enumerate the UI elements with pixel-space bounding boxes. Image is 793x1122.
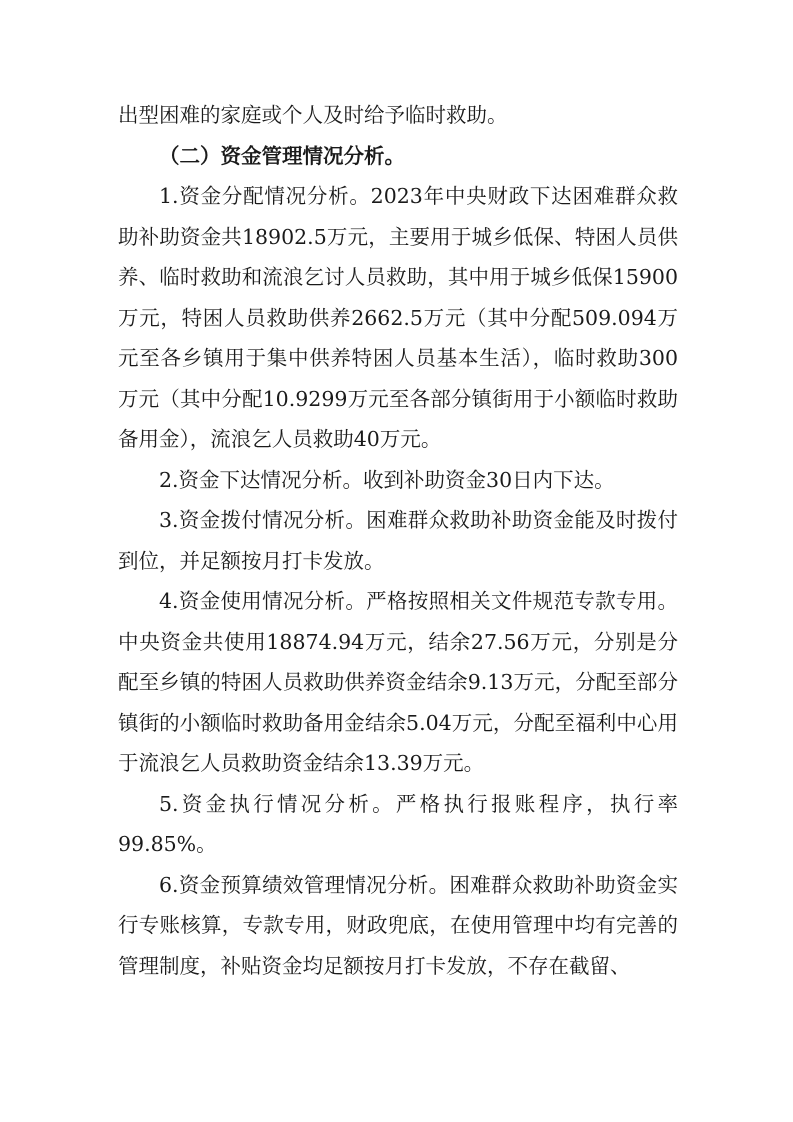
paragraph-fund-disbursement: 3.资金拨付情况分析。困难群众救助补助资金能及时拨付到位，并足额按月打卡发放。 <box>118 508 678 573</box>
paragraph-continuation: 出型困难的家庭或个人及时给予临时救助。 <box>118 103 508 127</box>
section-heading: （二）资金管理情况分析。 <box>159 143 405 168</box>
paragraph-fund-allocation: 1.资金分配情况分析。2023年中央财政下达困难群众救助补助资金共18902.5万元，主要用于城乡低保、特困人员供养、临时救助和流浪乞讨人员救助，其中用于城乡低保15900万元，特困人员救助供养2662.5万元（其中分配509.094万元至各乡镇用于集中供养特困人员基本生活），临时救助300万元（其中分配10.9299万元至各部分镇街用于小额临时救助备用金），流浪乞人员救助40万元。 <box>118 184 678 451</box>
paragraph-budget-performance: 6.资金预算绩效管理情况分析。困难群众救助补助资金实行专账核算，专款专用，财政兜底，在使用管理中均有完善的管理制度，补贴资金均足额按月打卡发放，不存在截留、 <box>118 872 678 978</box>
paragraph-fund-execution: 5.资金执行情况分析。严格执行报账程序，执行率99.85%。 <box>118 791 678 856</box>
paragraph-fund-usage: 4.资金使用情况分析。严格按照相关文件规范专款专用。中央资金共使用18874.94万元，结余27.56万元，分别是分配至乡镇的特困人员救助供养资金结余9.13万元，分配至部分镇街的小额临时救助备用金结余5.04万元，分配至福利中心用于流浪乞人员救助资金结余13.39万元。 <box>118 589 678 775</box>
document-body <box>118 95 678 986</box>
paragraph-fund-issuance: 2.资金下达情况分析。收到补助资金30日内下达。 <box>159 467 615 492</box>
